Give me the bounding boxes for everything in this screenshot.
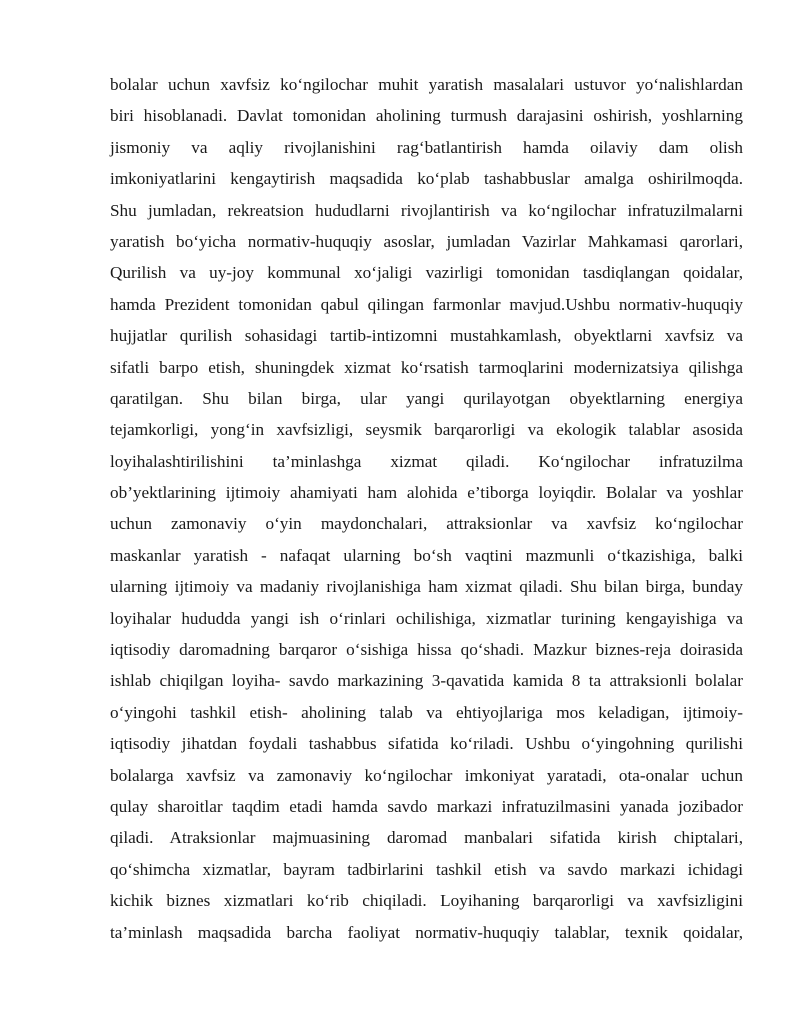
text-line: ob’yektlarining ijtimoiy ahamiyati ham alohida e’tiborga loyiqdir. Bolalar va yoshlar bbox=[110, 483, 743, 503]
text-line: maskanlar yaratish - nafaqat ularning bo‘sh vaqtini mazmunli o‘tkazishiga, balki bbox=[110, 545, 743, 565]
text-line: ularning ijtimoiy va madaniy rivojlanishiga ham xizmat qiladi. Shu bilan birga, bunday bbox=[110, 577, 743, 597]
text-line: qulay sharoitlar taqdim etadi hamda savdo markazi infratuzilmasini yanada jozibador bbox=[110, 796, 743, 816]
body-paragraph bbox=[110, 69, 743, 948]
text-line: qaratilgan. Shu bilan birga, ular yangi qurilayotgan obyektlarning energiya bbox=[110, 388, 743, 408]
text-line: iqtisodiy jihatdan foydali tashabbus sifatida ko‘riladi. Ushbu o‘yingohning qurilishi bbox=[110, 734, 743, 754]
text-line: loyihalashtirilishini ta’minlashga xizmat qiladi. Ko‘ngilochar infratuzilma bbox=[110, 451, 743, 471]
text-line: qo‘shimcha xizmatlar, bayram tadbirlarini tashkil etish va savdo markazi ichidagi bbox=[110, 859, 743, 879]
text-line: biri hisoblanadi. Davlat tomonidan aholining turmush darajasini oshirish, yoshlarning bbox=[110, 106, 743, 126]
text-line: jismoniy va aqliy rivojlanishini rag‘batlantirish hamda oilaviy dam olish bbox=[110, 137, 743, 157]
text-line: Shu jumladan, rekreatsion hududlarni rivojlantirish va ko‘ngilochar infratuzilmalarni bbox=[110, 200, 743, 220]
text-line: uchun zamonaviy o‘yin maydonchalari, attraksionlar va xavfsiz ko‘ngilochar bbox=[110, 514, 743, 534]
text-line: hamda Prezident tomonidan qabul qilingan farmonlar mavjud.Ushbu normativ-huquqiy bbox=[110, 294, 743, 314]
text-line: ta’minlash maqsadida barcha faoliyat normativ-huquqiy talablar, texnik qoidalar, bbox=[110, 922, 743, 942]
text-line: o‘yingohi tashkil etish- aholining talab va ehtiyojlariga mos keladigan, ijtimoiy- bbox=[110, 702, 743, 722]
text-line: hujjatlar qurilish sohasidagi tartib-intizomni mustahkamlash, obyektlarni xavfsiz va bbox=[110, 326, 743, 346]
text-line: yaratish bo‘yicha normativ-huquqiy asoslar, jumladan Vazirlar Mahkamasi qarorlari, bbox=[110, 231, 743, 251]
text-line: iqtisodiy daromadning barqaror o‘sishiga hissa qo‘shadi. Mazkur biznes-reja doirasida bbox=[110, 640, 743, 660]
text-line: bolalarga xavfsiz va zamonaviy ko‘ngilochar imkoniyat yaratadi, ota-onalar uchun bbox=[110, 765, 743, 785]
text-line: tejamkorligi, yong‘in xavfsizligi, seysmik barqarorligi va ekologik talablar asosida bbox=[110, 420, 743, 440]
text-line: kichik biznes xizmatlari ko‘rib chiqiladi. Loyihaning barqarorligi va xavfsizligini bbox=[110, 891, 743, 911]
text-line: loyihalar hududda yangi ish o‘rinlari ochilishiga, xizmatlar turining kengayishiga va bbox=[110, 608, 743, 628]
text-line: ishlab chiqilgan loyiha- savdo markazining 3-qavatida kamida 8 ta attraksionli bolalar bbox=[110, 671, 743, 691]
text-line: Qurilish va uy-joy kommunal xo‘jaligi vazirligi tomonidan tasdiqlangan qoidalar, bbox=[110, 263, 743, 283]
text-line: bolalar uchun xavfsiz ko‘ngilochar muhit yaratish masalalari ustuvor yo‘nalishlardan bbox=[110, 75, 743, 94]
text-line: imkoniyatlarini kengaytirish maqsadida ko‘plab tashabbuslar amalga oshirilmoqda. bbox=[110, 169, 743, 189]
text-line: sifatli barpo etish, shuningdek xizmat ko‘rsatish tarmoqlarini modernizatsiya qilishga bbox=[110, 357, 743, 377]
text-line: qiladi. Atraksionlar majmuasining daromad manbalari sifatida kirish chiptalari, bbox=[110, 828, 743, 848]
